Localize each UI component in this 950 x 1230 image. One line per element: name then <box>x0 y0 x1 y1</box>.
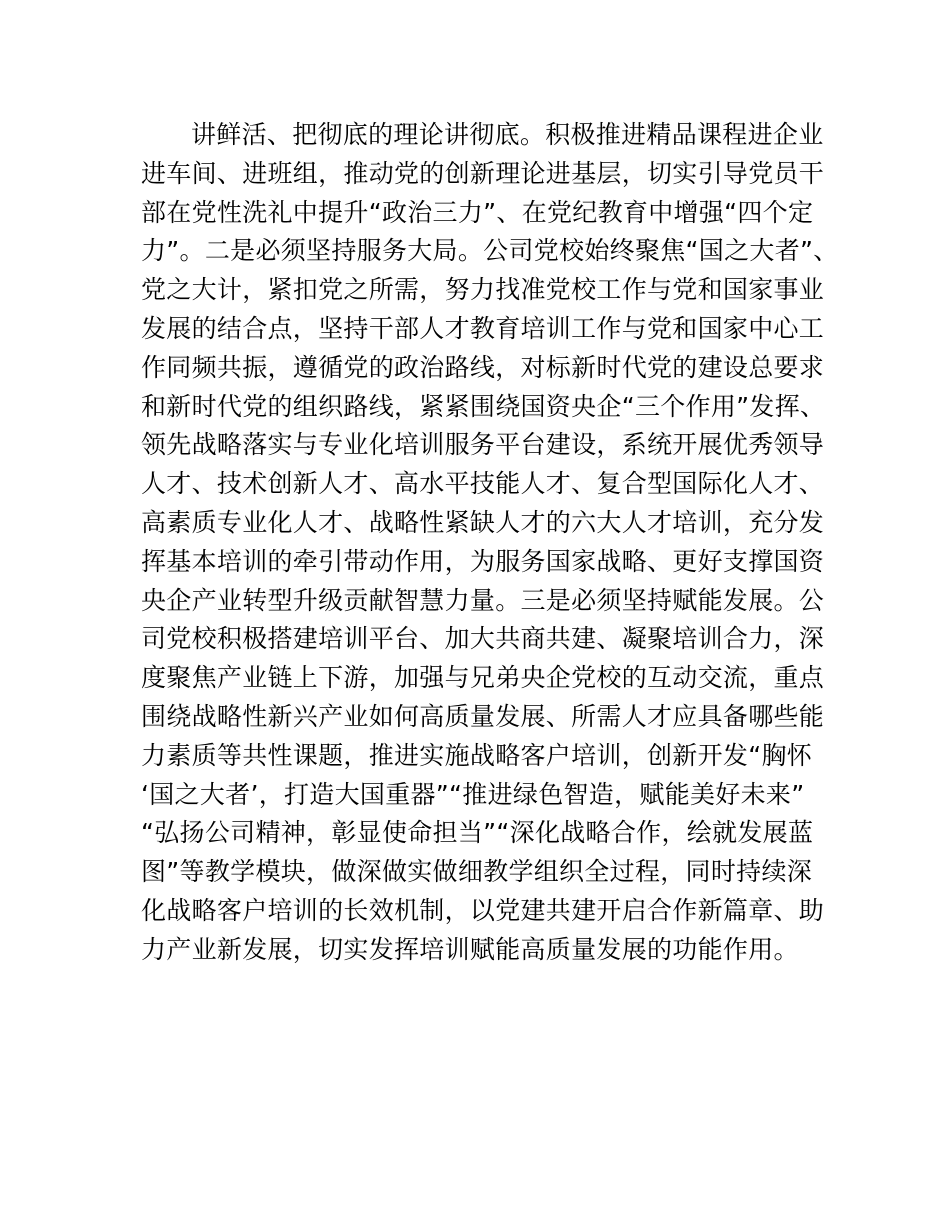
text-line: 领先战略落实与专业化培训服务平台建设，系统开展优秀领导 <box>141 430 825 460</box>
text-line: 和新时代党的组织路线，紧紧围绕国资央企“三个作用”发挥、 <box>141 391 826 421</box>
text-line: 挥基本培训的牵引带动作用，为服务国家战略、更好支撑国资 <box>141 546 825 576</box>
text-line: 讲鲜活、把彻底的理论讲彻底。积极推进精品课程进企业 <box>191 120 824 149</box>
text-line: 人才、技术创新人才、高水平技能人才、复合型国际化人才、 <box>141 469 825 499</box>
text-line: “弘扬公司精神，彰显使命担当”“深化战略合作，绘就发展蓝 <box>141 818 814 848</box>
text-line: 进车间、进班组，推动党的创新理论进基层，切实引导党员干 <box>141 158 825 188</box>
text-line: 度聚焦产业链上下游，加强与兄弟央企党校的互动交流，重点 <box>141 663 825 693</box>
text-line: 部在党性洗礼中提升“政治三力”、在党纪教育中增强“四个定 <box>141 197 814 227</box>
text-line: 力”。二是必须坚持服务大局。公司党校始终聚焦“国之大者”、 <box>141 236 839 266</box>
text-line: 作同频共振，遵循党的政治路线，对标新时代党的建设总要求 <box>141 352 825 382</box>
text-line: 围绕战略性新兴产业如何高质量发展、所需人才应具备哪些能 <box>141 701 825 731</box>
text-line: 高素质专业化人才、战略性紧缺人才的六大人才培训，充分发 <box>141 507 825 537</box>
text-line: 力产业新发展，切实发挥培训赋能高质量发展的功能作用。 <box>141 934 799 964</box>
text-line: 图”等教学模块，做深做实做细教学组织全过程，同时持续深 <box>141 857 813 887</box>
text-line: 化战略客户培训的长效机制，以党建共建开启合作新篇章、助 <box>141 895 825 925</box>
text-line: 司党校积极搭建培训平台、加大共商共建、凝聚培训合力，深 <box>141 624 825 654</box>
body-paragraph <box>141 116 841 970</box>
text-line: 央企产业转型升级贡献智慧力量。三是必须坚持赋能发展。公 <box>141 585 825 615</box>
text-line: 发展的结合点，坚持干部人才教育培训工作与党和国家中心工 <box>141 313 825 343</box>
text-line: 力素质等共性课题，推进实施战略客户培训，创新开发“胸怀 <box>141 740 813 770</box>
text-line: ‘国之大者’，打造大国重器”“推进绿色智造，赋能美好未来” <box>141 779 805 809</box>
text-line: 党之大计，紧扣党之所需，努力找准党校工作与党和国家事业 <box>141 275 825 305</box>
